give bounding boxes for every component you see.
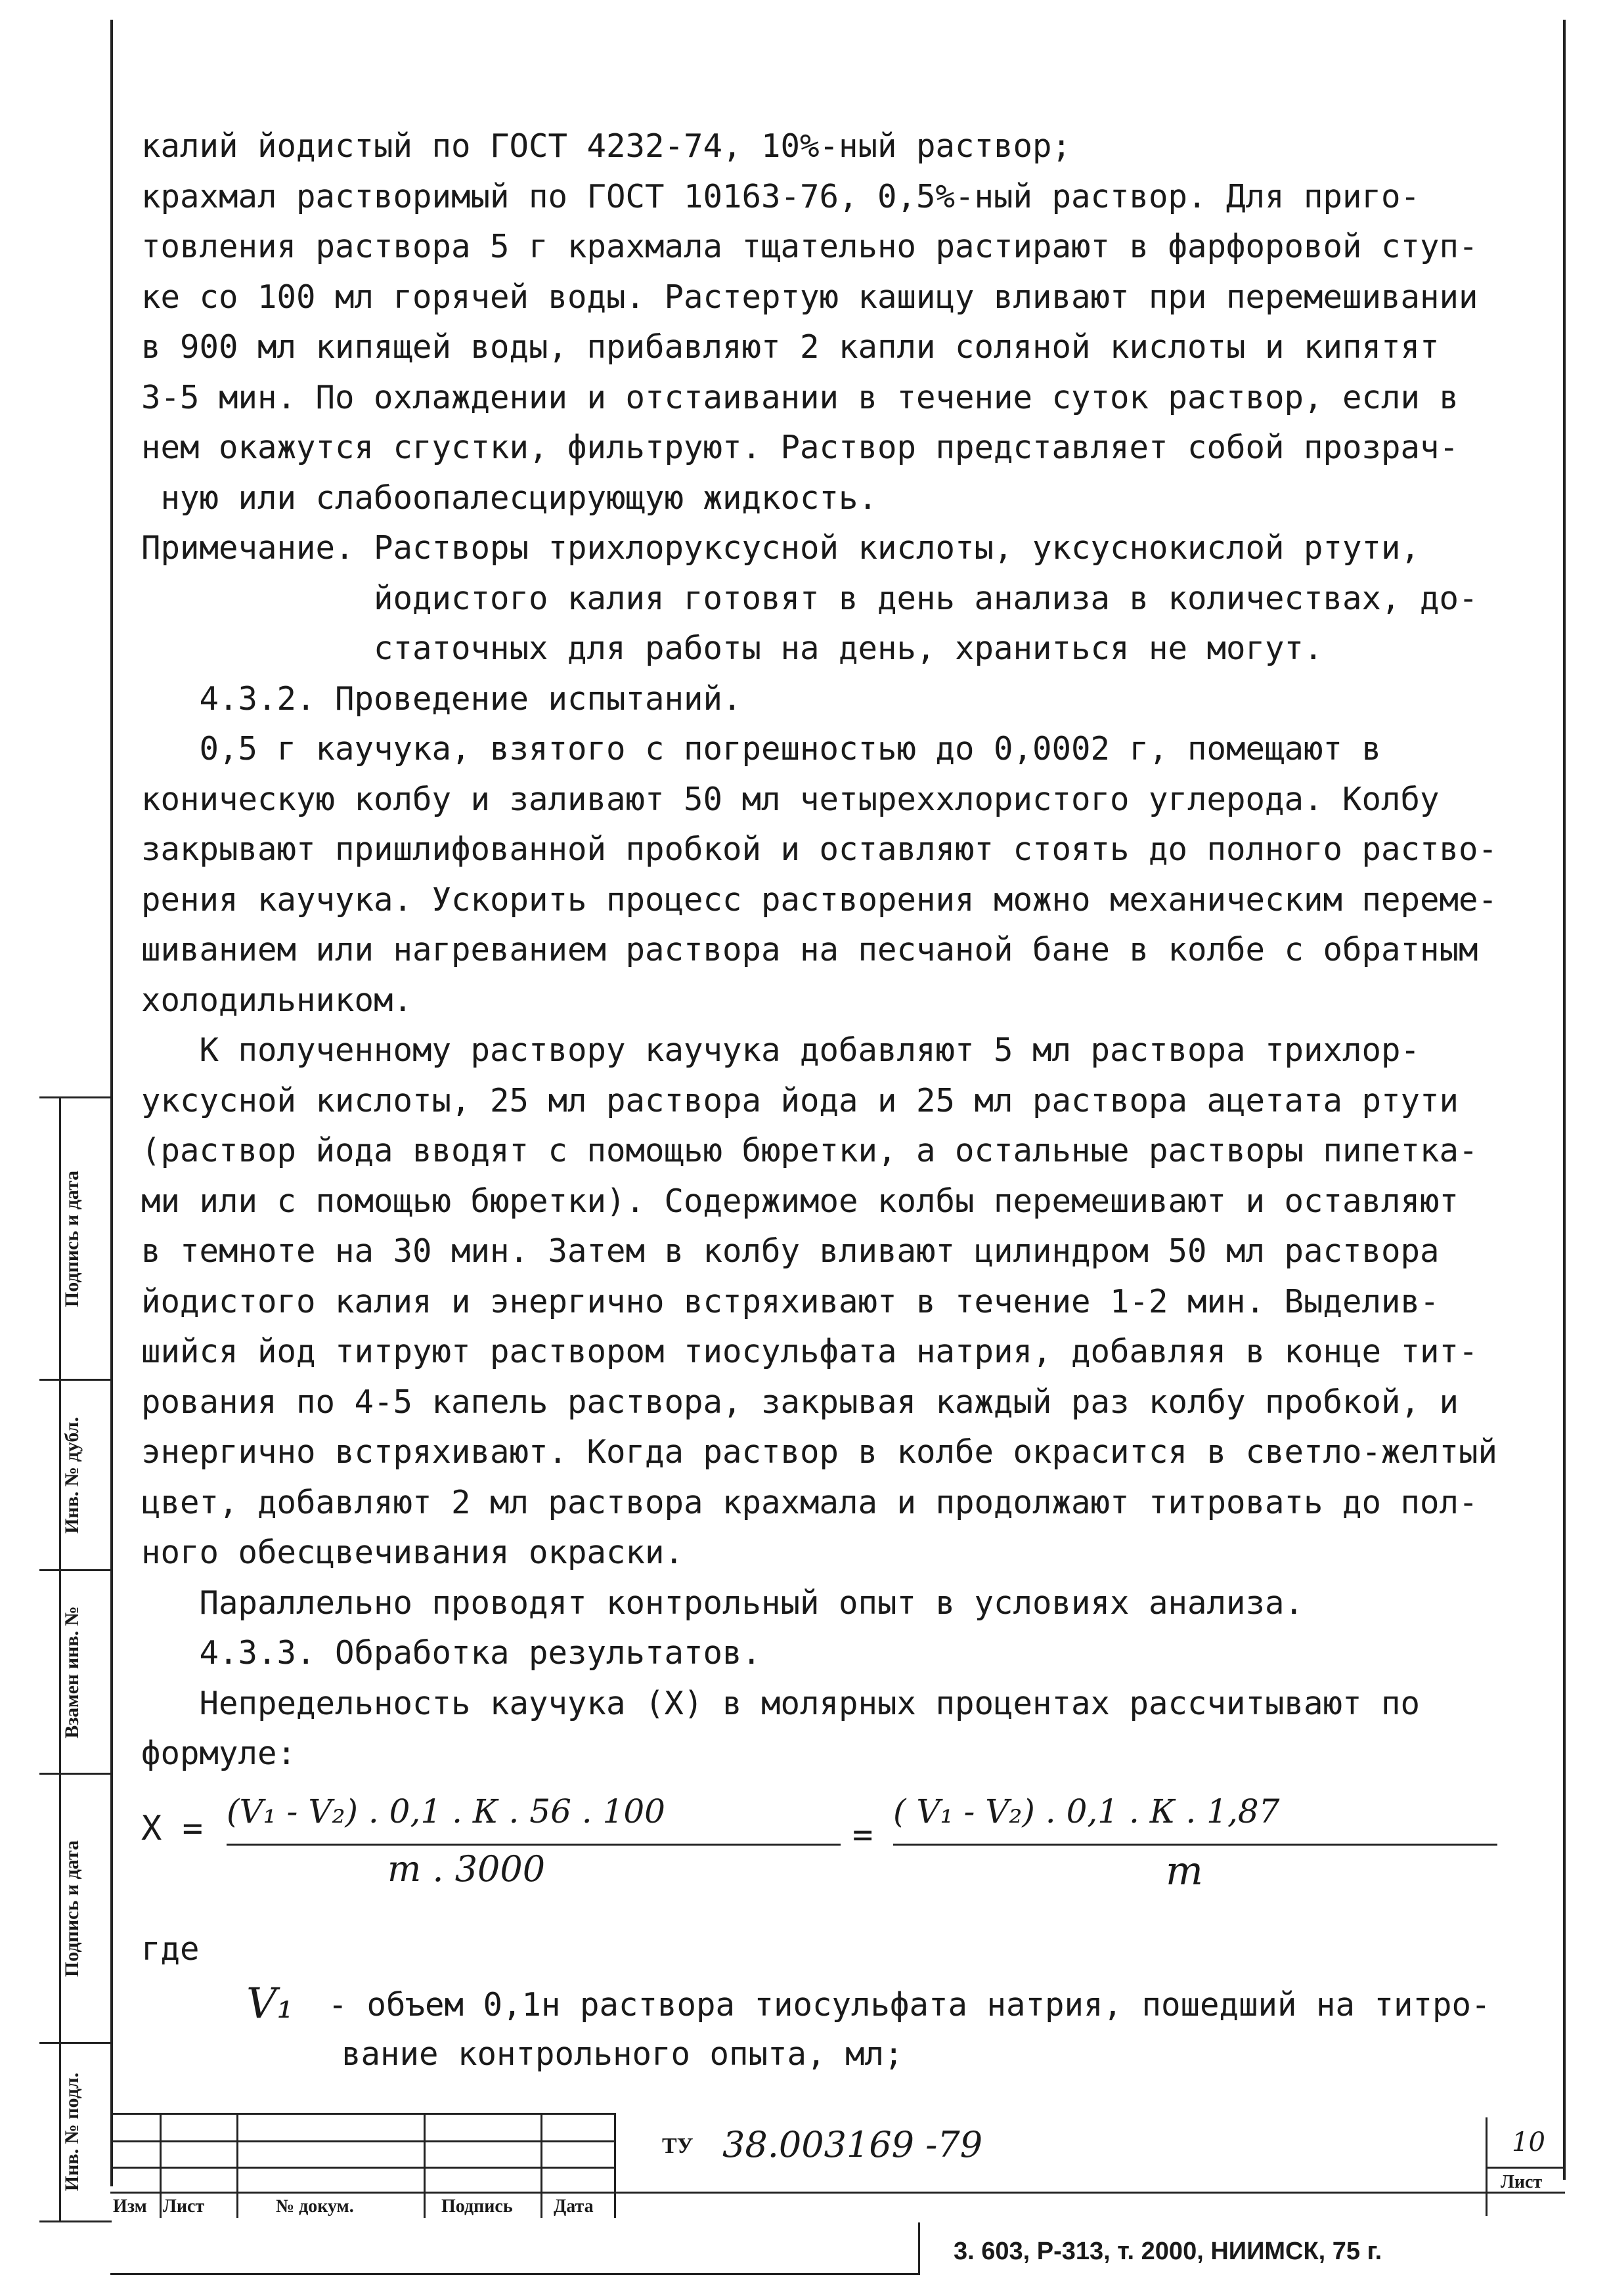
body-line: (раствор йода вводят с помощью бюретки, а остальные растворы пипетка- <box>141 1132 1478 1169</box>
doc-prefix: ТУ <box>662 2134 694 2158</box>
stamp-col-line <box>614 2113 616 2218</box>
side-row-divider <box>39 1773 112 1775</box>
body-line: 0,5 г каучука, взятого с погрешностью до 0,0002 г, помещают в <box>141 730 1382 768</box>
stamp-sheet-divider <box>1486 2167 1564 2169</box>
side-row-divider <box>39 2042 112 2044</box>
side-label-original-inventory: Инв. № подл. <box>61 2072 83 2192</box>
body-line: холодильником. <box>141 981 413 1019</box>
definition-symbol: V₁ <box>246 1980 294 2028</box>
left-margin-line <box>110 20 113 2186</box>
body-line: К полученному раствору каучука добавляют 5 мл раствора трихлор- <box>141 1031 1421 1069</box>
body-line: формуле: <box>141 1735 297 1772</box>
body-line: в 900 мл кипящей воды, прибавляют 2 капли соляной кислоты и кипятят <box>141 328 1440 366</box>
stamp-col-line <box>540 2113 542 2218</box>
formula-denominator-2: m <box>1166 1848 1203 1894</box>
side-label-sign-date-1: Подпись и дата <box>61 1170 83 1308</box>
body-line: коническую колбу и заливают 50 мл четыреххлористого углерода. Колбу <box>141 780 1440 818</box>
body-line: Параллельно проводят контрольный опыт в условиях анализа. <box>141 1584 1304 1622</box>
formula-numerator-2: ( V₁ - V₂) . 0,1 . К . 1,87 <box>893 1792 1280 1830</box>
body-line: нем окажутся сгустки, фильтруют. Раствор представляет собой прозрач- <box>141 429 1459 466</box>
stamp-col-date: Дата <box>554 2196 594 2217</box>
formula-denominator-1: m . 3000 <box>387 1848 546 1890</box>
body-line: ми или с помощью бюретки). Содержимое колбы перемешивают и оставляют <box>141 1182 1459 1220</box>
printer-note-divider <box>918 2222 920 2275</box>
body-line: ке со 100 мл горячей воды. Растертую кашицу вливают при перемешивании <box>141 278 1478 316</box>
body-line: рения каучука. Ускорить процесс растворения можно механическим переме- <box>141 880 1498 919</box>
formula-numerator-1: (V₁ - V₂) . 0,1 . К . 56 . 100 <box>227 1792 665 1830</box>
body-line: рования по 4-5 капель раствора, закрывая каждый раз колбу пробкой, и <box>141 1383 1459 1421</box>
side-label-sign-date-2: Подпись и дата <box>61 1840 83 1978</box>
body-line: цвет, добавляют 2 мл раствора крахмала и продолжают титровать до пол- <box>141 1483 1478 1521</box>
right-margin-line <box>1563 20 1566 2180</box>
fraction-bar-2 <box>893 1844 1497 1846</box>
stamp-col-sign: Подпись <box>441 2196 513 2217</box>
stamp-col-doc: № докум. <box>276 2196 354 2217</box>
body-line: 4.3.3. Обработка результатов. <box>141 1634 762 1672</box>
body-line: калий йодистый по ГОСТ 4232-74, 10%-ный раствор; <box>141 127 1072 165</box>
stamp-col-izm: Изм <box>113 2196 147 2217</box>
side-row-divider <box>39 1379 112 1381</box>
body-line: 3-5 мин. По охлаждении и отстаивании в течение суток раствор, если в <box>141 378 1459 416</box>
body-line: в темноте на 30 мин. Затем в колбу вливают цилиндром 50 мл раствора <box>141 1232 1440 1270</box>
side-row-divider <box>39 1096 112 1098</box>
body-line: товления раствора 5 г крахмала тщательно растирают в фарфоровой ступ- <box>141 228 1478 265</box>
body-text <box>141 121 1553 1779</box>
stamp-col-list: Лист <box>163 2196 205 2217</box>
stamp-col-line <box>236 2113 238 2218</box>
stamp-bottom-line <box>110 2192 1565 2194</box>
side-label-dup-inventory: Инв. № дубл. <box>61 1417 83 1534</box>
body-line: Примечание. Растворы трихлоруксусной кислоты, уксуснокислой ртути, <box>141 529 1421 567</box>
formula-equals: = <box>852 1815 873 1855</box>
body-line: закрывают пришлифованной пробкой и оставляют стоять до полного раство- <box>141 831 1498 868</box>
sheet-label: Лист <box>1501 2172 1543 2192</box>
body-line: Непредельность каучука (Х) в молярных процентах рассчитывают по <box>141 1684 1421 1722</box>
definition-line-2: вание контрольного опыта, мл; <box>342 2035 904 2073</box>
body-line: уксусной кислоты, 25 мл раствора йода и 25 мл раствора ацетата ртути <box>141 1081 1459 1119</box>
sheet-number: 10 <box>1512 2127 1545 2157</box>
printer-note: 3. 603, Р-313, т. 2000, НИИМСК, 75 г. <box>954 2238 1382 2265</box>
body-line: шиванием или нагреванием раствора на песчаной бане в колбе с обратным <box>141 931 1478 968</box>
body-line: ную или слабоопалесцирующую жидкость. <box>141 479 878 517</box>
formula-lhs: X = <box>141 1809 203 1848</box>
definition-line-1: - объем 0,1н раствора тиосульфата натрия, пошедший на титро- <box>309 1986 1491 2024</box>
side-label-replace-inventory: Взамен инв. № <box>61 1606 83 1739</box>
body-line: йодистого калия готовят в день анализа в количествах, до- <box>141 579 1478 617</box>
side-row-divider <box>39 1569 112 1571</box>
fraction-bar-1 <box>227 1844 841 1846</box>
body-line: крахмал растворимый по ГОСТ 10163-76, 0,5%-ный раствор. Для приго- <box>141 177 1421 215</box>
body-line: йодистого калия и энергично встряхивают в течение 1-2 мин. Выделив- <box>141 1282 1440 1320</box>
body-line: ного обесцвечивания окраски. <box>141 1534 684 1571</box>
body-line: статочных для работы на день, храниться не могут. <box>141 630 1323 667</box>
where-label: где <box>141 1930 200 1968</box>
printer-note-line <box>110 2273 919 2275</box>
stamp-col-line <box>424 2113 426 2218</box>
body-line: 4.3.2. Проведение испытаний. <box>141 680 742 718</box>
body-line: энергично встряхивают. Когда раствор в колбе окрасится в светло-желтый <box>141 1433 1498 1471</box>
side-row-divider <box>39 2220 112 2222</box>
stamp-col-line <box>160 2113 162 2218</box>
doc-number: 38.003169 -79 <box>722 2124 983 2165</box>
body-line: шийся йод титруют раствором тиосульфата натрия, добавляя в конце тит- <box>141 1333 1478 1370</box>
